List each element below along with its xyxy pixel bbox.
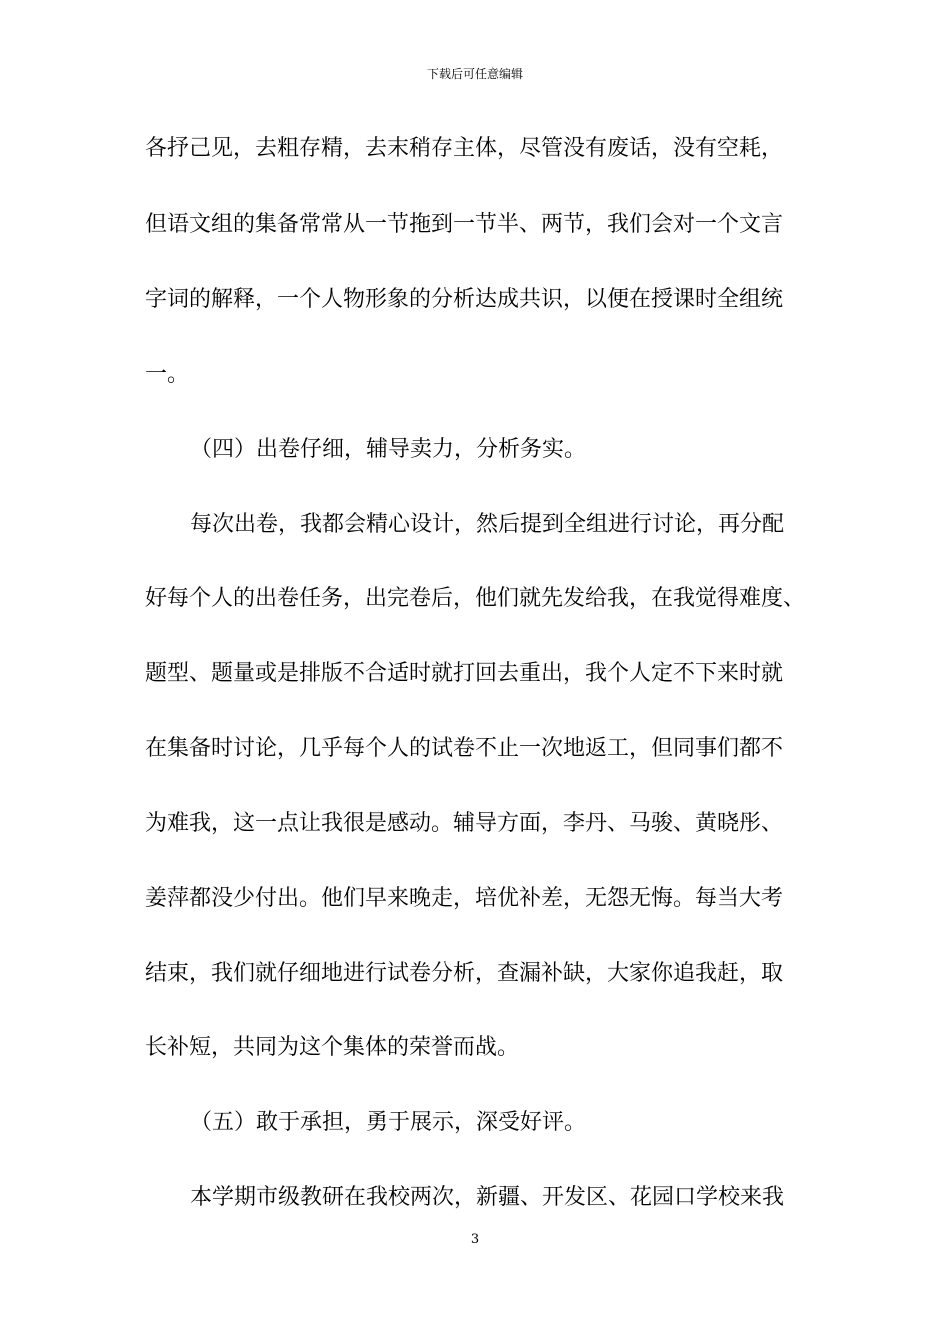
text-line: 本学期市级教研在我校两次，新疆、开发区、花园口学校来我 — [190, 1185, 785, 1210]
page-header: 下载后可任意编辑 — [426, 67, 523, 81]
text-line: 每次出卷，我都会精心设计，然后提到全组进行讨论，再分配 — [190, 512, 785, 537]
text-line: 好每个人的出卷任务，出完卷后，他们就先发给我，在我觉得难度、 — [145, 586, 806, 611]
text-line: 题型、题量或是排版不合适时就打回去重出，我个人定不下来时就 — [145, 661, 784, 686]
text-line: 结束，我们就仔细地进行试卷分析，查漏补缺，大家你追我赶，取 — [145, 961, 784, 986]
section-heading: （五）敢于承担，勇于展示，深受好评。 — [190, 1110, 587, 1135]
text-line: 字词的解释，一个人物形象的分析达成共识，以便在授课时全组统 — [145, 287, 784, 312]
text-line: 姜萍都没少付出。他们早来晚走，培优补差，无怨无悔。每当大考 — [145, 886, 784, 911]
text-line: 各抒己见，去粗存精，去末稍存主体，尽管没有废话，没有空耗， — [145, 136, 784, 161]
section-heading: （四）出卷仔细，辅导卖力，分析务实。 — [190, 437, 587, 462]
text-line: 在集备时讨论，几乎每个人的试卷不止一次地返工，但同事们都不 — [145, 736, 784, 761]
text-line: 长补短，共同为这个集体的荣誉而战。 — [145, 1035, 520, 1060]
text-line: 但语文组的集备常常从一节拖到一节半、两节，我们会对一个文言 — [145, 212, 784, 237]
text-line: 一。 — [145, 362, 190, 387]
text-line: 为难我，这一点让我很是感动。辅导方面，李丹、马骏、黄晓彤、 — [145, 811, 784, 836]
page-number: 3 — [470, 1232, 480, 1247]
